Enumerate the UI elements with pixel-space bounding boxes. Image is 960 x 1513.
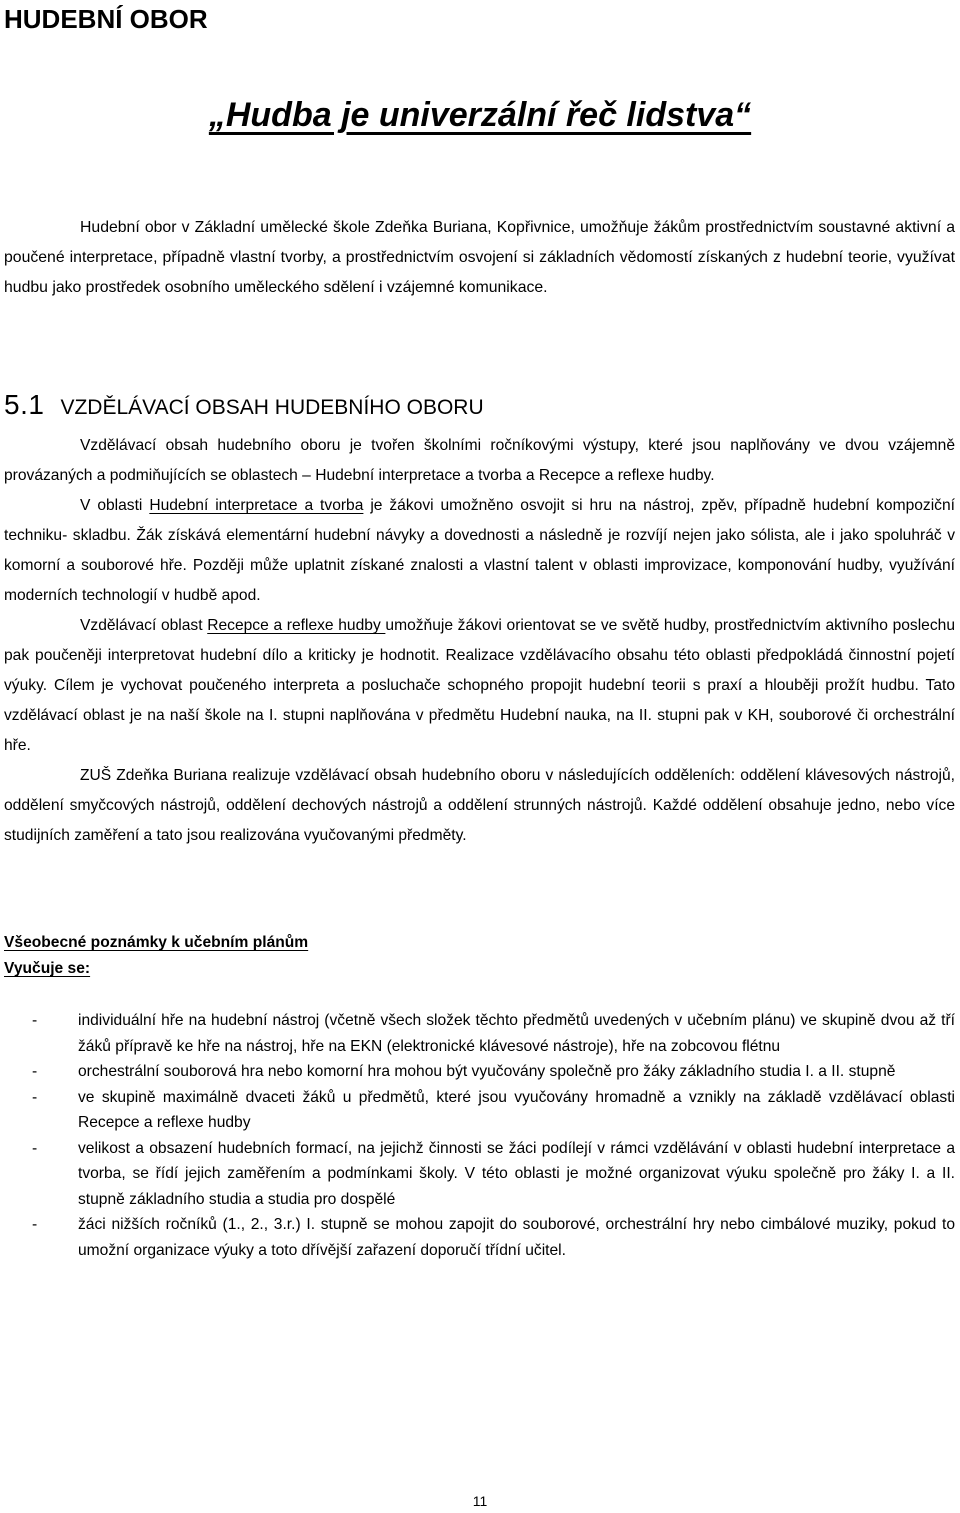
list-item [4, 1085, 955, 1136]
list-item-text: velikost a obsazení hudebních formací, na jejichž činnosti se žáci podílejí v rámci vzdělávání v oblasti hudební interpretace a tvorba, se řídí jejich zaměřením a podmínkami školy. V této oblasti je možné organizovat výuku společně pro žáky I. a II. stupně základního studia a studia pro dospělé [78, 1139, 955, 1208]
paragraph-overview: Vzdělávací obsah hudebního oboru je tvořen školními ročníkovými výstupy, které jsou naplňovány ve dvou vzájemně provázaných a podmiňujících se oblastech – Hudební interpretace a tvorba a Recepce a reflexe hudby. [4, 437, 955, 484]
section-heading [4, 385, 484, 428]
paragraph-interpretation [4, 491, 955, 611]
paragraph-interpretation-lead: V oblasti [80, 497, 150, 514]
intro-paragraph: Hudební obor v Základní umělecké škole Zdeňka Buriana, Kopřivnice, umožňuje žákům prostřednictvím soustavné aktivní a poučené interpretace, případně vlastní tvorby, a prostřednictvím osvojení si základních vědomostí získaných z hudební teorie, využívat hudbu jako prostředek osobního uměleckého sdělení i vzájemné komunikace. [4, 219, 955, 296]
paragraph-interpretation-text: je žákovi umožněno osvojit si hru na nástroj, zpěv, případně hudební kompoziční techniku- skladbu. Žák získává elementární hudební návyky a dovednosti a následně je rozvíjí nejen jako sólista, ale i jako spoluhráč v komorní a souborové hře. Později může uplatnit získané znalosti a vlastní talent v oblasti improvizace, komponování hudby, využívání moderních technologií v hudbě apod. [4, 497, 955, 604]
section-title: VZDĚLÁVACÍ OBSAH HUDEBNÍHO OBORU [60, 396, 484, 419]
bullet-dash: - [32, 1216, 38, 1233]
section-body [4, 431, 955, 851]
list-item [4, 1136, 955, 1213]
list-item [4, 1212, 955, 1263]
list-item-text: orchestrální souborová hra nebo komorní hra mohou být vyučovány společně pro žáky základního studia I. a II. stupně [78, 1063, 896, 1080]
motto: „Hudba je univerzální řeč lidstva“ [208, 96, 752, 134]
list-item [4, 1059, 955, 1085]
paragraph-reception [4, 611, 955, 761]
term-reception: Recepce a reflexe hudby [207, 617, 386, 634]
paragraph-reception-text: umožňuje žákovi orientovat se ve světě hudby, prostřednictvím aktivního poslechu pak poučeněji interpretovat hudební dílo a kriticky je hodnotit. Realizace vzdělávacího obsahu této oblasti předpokládá činnostní pojetí výuky. Cílem je vychovat poučeného interpreta a posluchače schopného propojit hudební teorii s praxí a hlouběji prožít hudbu. Tato vzdělávací oblast je na naší škole na I. stupni naplňována v předmětu Hudební nauka, na II. stupni pak v KH, souborové či orchestrální hře. [4, 617, 955, 754]
paragraph-reception-lead: Vzdělávací oblast [80, 617, 208, 634]
bullet-dash: - [32, 1063, 38, 1080]
list-item-text: žáci nižších ročníků (1., 2., 3.r.) I. stupně se mohou zapojit do souborové, orchestrální hry nebo cimbálové muziky, pokud to umožní organizace výuky a toto dřívější zařazení doporučí třídní učitel. [78, 1216, 955, 1259]
notes-heading: Všeobecné poznámky k učebním plánům [4, 934, 309, 951]
paragraph-departments: ZUŠ Zdeňka Buriana realizuje vzdělávací obsah hudebního oboru v následujících odděleních: oddělení klávesových nástrojů, oddělení smyčcových nástrojů, oddělení dechových nástrojů a oddělení strunných nástrojů. Každé oddělení obsahuje jedno, nebo více studijních zaměření a tato jsou realizována vyučovanými předměty. [4, 767, 955, 844]
taught-label: Vyučuje se: [4, 960, 91, 977]
bullet-dash: - [32, 1012, 38, 1029]
section-number: 5.1 [4, 389, 45, 420]
list-item-text: ve skupině maximálně dvaceti žáků u předmětů, které jsou vyučovány hromadně a vznikly na základě vzdělávací oblasti Recepce a reflexe hudby [78, 1088, 955, 1131]
list-item-text: individuální hře na hudební nástroj (včetně všech složek těchto předmětů uvedených v učebním plánu) ve skupině dvou až tří žáků přípravě ke hře na nástroj, hře na EKN (elektronické klávesové nástroje), hře na zobcovou flétnu [78, 1012, 955, 1055]
list-item [4, 1008, 955, 1059]
term-interpretation: Hudební interpretace a tvorba [149, 497, 364, 514]
page-number: 11 [472, 1493, 488, 1509]
bullet-list [4, 1008, 955, 1263]
bullet-dash: - [32, 1088, 38, 1106]
document-title: HUDEBNÍ OBOR [4, 4, 208, 34]
bullet-dash: - [32, 1139, 38, 1157]
